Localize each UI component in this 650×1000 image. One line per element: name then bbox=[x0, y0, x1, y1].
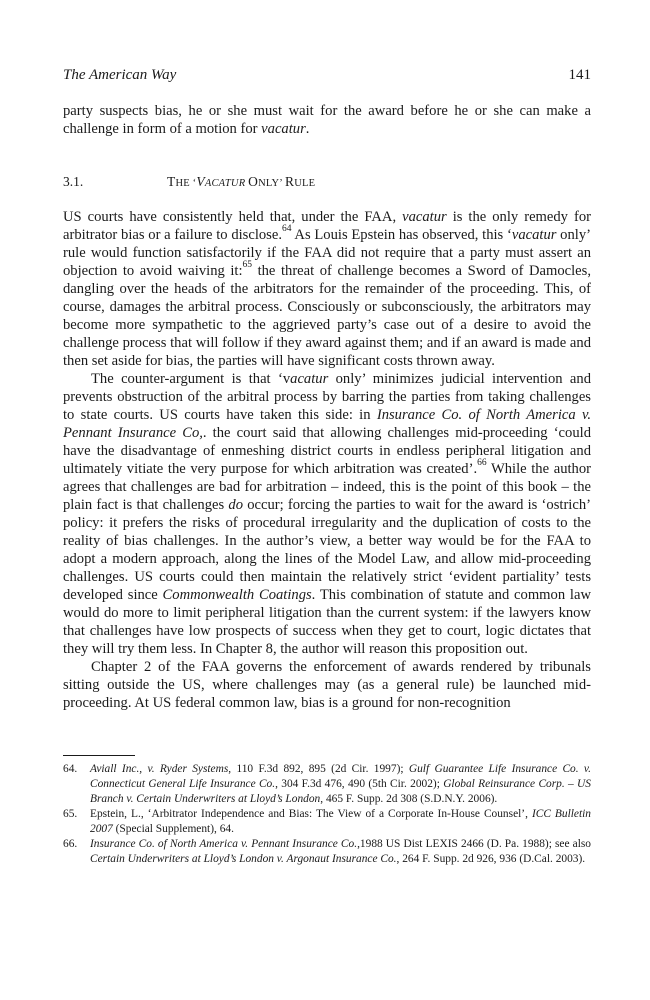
title-part: NLY’ bbox=[258, 178, 285, 189]
footnote-64 bbox=[63, 762, 591, 807]
running-header bbox=[63, 66, 591, 84]
footnote-divider bbox=[63, 755, 135, 756]
text-run: . This combination of statute and common law would do more to limit peripheral litigation than the current system: if the lawyers know that challenges have low prospects of success when they get to court, logic dictates that they will try them less. In Chapter 8, the author will reason this proposition out. bbox=[63, 587, 591, 657]
footnote-65 bbox=[63, 807, 591, 837]
section-number: 3.1. bbox=[63, 174, 84, 189]
footnotes bbox=[63, 762, 591, 867]
text-run: , 110 F.3d 892, 895 (2d Cir. 1997); bbox=[228, 763, 409, 775]
page-number: 141 bbox=[568, 67, 591, 83]
footnote-number: 66. bbox=[63, 838, 78, 850]
italic-run: vacatur bbox=[511, 227, 557, 243]
text-run: Epstein, L., ‘Arbitrator Independence and Bias: The View of a Corporate In-House Counsel’, bbox=[90, 808, 532, 820]
italic-run: vacatur bbox=[261, 121, 306, 137]
italic-run: ICC Bulletin 2007 bbox=[90, 808, 591, 835]
title-part: T bbox=[167, 174, 176, 189]
text-run: , 465 F. Supp. 2d 308 (S.D.N.Y. 2006). bbox=[320, 793, 498, 805]
italic-run: Commonwealth Coatings bbox=[162, 587, 312, 603]
text-run: occur; forcing the parties to wait for the award is ‘ostrich’ policy: it prefers the risks of procedural irregularity and the duplication of costs to the reality of bias challenges. In the author’s view, a better way would be for the FAA to adopt a modern approach, along the lines of the Model Law, and allow mid-proceeding challenges. US courts could then maintain the relatively strict ‘evident partiality’ tests developed since bbox=[63, 497, 591, 603]
text-run: As Louis Epstein has observed, this ‘ bbox=[291, 227, 512, 243]
section-heading bbox=[63, 173, 591, 193]
text-run: (Special Supplement), 64. bbox=[112, 823, 234, 835]
italic-run: Insurance Co. of North America v. Pennant Insurance Co. bbox=[90, 838, 358, 850]
italic-run: do bbox=[228, 497, 243, 513]
title-part: ULE bbox=[294, 178, 316, 189]
title-part: V bbox=[196, 174, 205, 189]
footnote-ref-64[interactable]: 64 bbox=[281, 224, 292, 235]
text-run: only’ rule would function satisfactorily if the FAA did not require that a party must assert an objection to avoid waiving it: bbox=[63, 227, 591, 279]
text-run: is the only remedy for arbitrator bias or a failure to disclose. bbox=[63, 209, 591, 243]
text-run: The counter-argument is that ‘v bbox=[91, 371, 291, 387]
section-title bbox=[167, 174, 315, 189]
footnote-66 bbox=[63, 837, 591, 867]
text-run: . bbox=[305, 121, 310, 137]
text-run: ,1988 US Dist LEXIS 2466 (D. Pa. 1988); see also bbox=[357, 838, 591, 850]
text-run: US courts have consistently held that, under the FAA, bbox=[63, 209, 403, 225]
italic-run: Certain Underwriters at Lloyd’s London v. Argonaut Insurance Co. bbox=[90, 853, 397, 865]
italic-run: Global Reinsurance Corp. – US Branch v. Certain Underwriters at Lloyd’s London bbox=[90, 778, 591, 805]
title-part: ACATUR bbox=[204, 178, 249, 189]
text-run: . the court said that allowing challenges mid-proceeding ‘could have the disadvantage of enmeshing district courts in endless peripheral litigation and ultimately vitiate the very purpose for which arbitration was created’. bbox=[63, 425, 591, 477]
text-run: , 264 F. Supp. 2d 926, 936 (D.Cal. 2003). bbox=[396, 853, 586, 865]
italic-run: vacatur bbox=[402, 209, 447, 225]
intro-paragraph bbox=[63, 102, 591, 138]
body-paragraph-1 bbox=[63, 208, 591, 370]
text-run: the threat of challenge becomes a Sword of Damocles, dangling over the heads of the arbitrators for the remainder of the proceeding. This, of course, damages the arbitral process. Consciously or subconsciously, the arbitrators may become more sympathetic to the aggrieved party’s case out of a desire to avoid the challenge process that will follow if they award against them; and if an award is made and then set aside for bias, the parties will have significant costs thrown away. bbox=[63, 263, 591, 369]
text-run: , 304 F.3d 476, 490 (5th Cir. 2002); bbox=[275, 778, 444, 790]
footnote-ref-66[interactable]: 66 bbox=[477, 458, 487, 469]
footnote-ref-65[interactable]: 65 bbox=[242, 260, 253, 271]
title-part: R bbox=[284, 174, 295, 189]
title-part: O bbox=[248, 174, 259, 189]
italic-run: acatur bbox=[290, 371, 329, 387]
footnote-number: 65. bbox=[63, 808, 78, 820]
body-paragraph-3 bbox=[63, 658, 591, 712]
body-paragraph-2 bbox=[63, 370, 591, 658]
title-part: HE ‘ bbox=[175, 178, 197, 189]
text-run: only’ minimizes judicial intervention and prevents obstruction of the arbitral process by barring the parties from taking challenges to state courts. US courts have taken this side: in bbox=[63, 371, 591, 423]
running-title: The American Way bbox=[63, 67, 177, 83]
italic-run: Insurance Co. of North America v. Pennant Insurance Co, bbox=[63, 407, 591, 441]
footnote-number: 64. bbox=[63, 763, 78, 775]
main-body bbox=[63, 208, 591, 712]
text-run: party suspects bias, he or she must wait for the award before he or she can make a challenge in form of a motion for bbox=[63, 103, 591, 137]
italic-run: Gulf Guarantee Life Insurance Co. v. Connecticut General Life Insurance Co. bbox=[90, 763, 591, 790]
text-run: Chapter 2 of the FAA governs the enforcement of awards rendered by tribunals sitting outside the US, where challenges may (as a general rule) be launched mid-proceeding. At US federal common law, bias is a ground for non-recognition bbox=[63, 659, 591, 711]
italic-run: Aviall Inc., v. Ryder Systems bbox=[90, 763, 229, 775]
text-run: While the author agrees that challenges are bad for arbitration – indeed, this is the point of this book – the plain fact is that challenges bbox=[63, 461, 591, 513]
